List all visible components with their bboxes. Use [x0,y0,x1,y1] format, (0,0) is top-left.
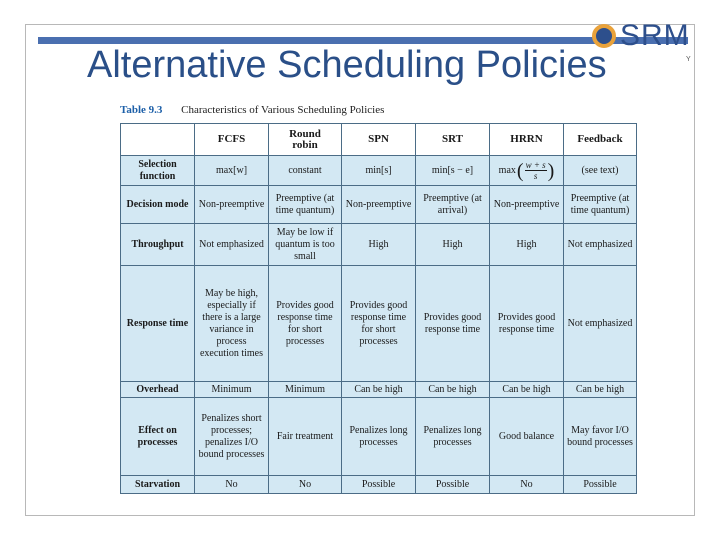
table-cell: High [490,224,564,266]
row-label-response-time: Response time [121,266,195,382]
table-cell: No [490,476,564,494]
table-cell: max[w] [195,156,269,186]
table-caption [120,104,384,116]
table-cell: May favor I/O bound processes [564,398,637,476]
table-cell: Possible [564,476,637,494]
logo-subtext: Y [686,56,691,63]
formula-paren-left: ( [516,159,524,182]
table-cell: Penalizes short processes; penalizes I/O bound processes [195,398,269,476]
table-cell: No [269,476,342,494]
table-cell: May be low if quantum is too small [269,224,342,266]
table-cell: Not emphasized [564,224,637,266]
header-corner [121,124,195,156]
row-label-overhead: Overhead [121,382,195,398]
table-cell: Possible [416,476,490,494]
table-cell: Possible [342,476,416,494]
table-cell: Can be high [416,382,490,398]
table-cell: High [342,224,416,266]
table-cell: No [195,476,269,494]
table-cell: Provides good response time for short processes [269,266,342,382]
row-label-selection-function: Selection function [121,156,195,186]
table-row [121,186,637,224]
table-cell: Non-preemptive [342,186,416,224]
row-label-effect-on-processes: Effect on processes [121,398,195,476]
table-cell: Minimum [269,382,342,398]
table-number: Table 9.3 [120,104,163,116]
table-cell: Preemptive (at time quantum) [269,186,342,224]
header-fcfs: FCFS [195,124,269,156]
row-label-decision-mode: Decision mode [121,186,195,224]
header-srt: SRT [416,124,490,156]
header-spn: SPN [342,124,416,156]
header-hrrn: HRRN [490,124,564,156]
table-cell: Fair treatment [269,398,342,476]
table-cell: Provides good response time for short processes [342,266,416,382]
table-row [121,476,637,494]
table-cell: Penalizes long processes [342,398,416,476]
formula-denominator: s [533,171,538,181]
table-cell: High [416,224,490,266]
table-caption-text: Characteristics of Various Scheduling Policies [181,104,385,116]
hrrn-formula-cell [490,156,564,186]
table-row [121,224,637,266]
table-header-row [121,124,637,156]
logo-text: SRM [620,22,690,52]
table-cell: min[s] [342,156,416,186]
table-row [121,266,637,382]
table-cell: constant [269,156,342,186]
table-cell: Non-preemptive [195,186,269,224]
table-cell: Good balance [490,398,564,476]
table-cell: Provides good response time [490,266,564,382]
table-cell: Can be high [564,382,637,398]
table-cell: Non-preemptive [490,186,564,224]
table-cell: min[s − e] [416,156,490,186]
table-cell: Minimum [195,382,269,398]
formula-numerator: w + s [525,160,546,170]
table-row [121,398,637,476]
table-cell: Penalizes long processes [416,398,490,476]
row-label-throughput: Throughput [121,224,195,266]
table-cell: Provides good response time [416,266,490,382]
row-label-starvation: Starvation [121,476,195,494]
table-cell: (see text) [564,156,637,186]
formula-fraction [525,160,547,181]
table-cell: Can be high [490,382,564,398]
table-cell: Not emphasized [564,266,637,382]
hrrn-formula [499,160,555,181]
table-row [121,382,637,398]
header-round-robin: Round robin [269,124,342,156]
header-feedback: Feedback [564,124,637,156]
table-cell: Preemptive (at arrival) [416,186,490,224]
table-cell: Not emphasized [195,224,269,266]
formula-prefix: max [498,164,516,176]
formula-paren-right: ) [547,159,555,182]
slide-title: Alternative Scheduling Policies [87,44,607,86]
table-cell: May be high, especially if there is a large variance in process execution times [195,266,269,382]
table-row [121,156,637,186]
table-cell: Can be high [342,382,416,398]
scheduling-policies-table [120,123,637,494]
table-cell: Preemptive (at time quantum) [564,186,637,224]
